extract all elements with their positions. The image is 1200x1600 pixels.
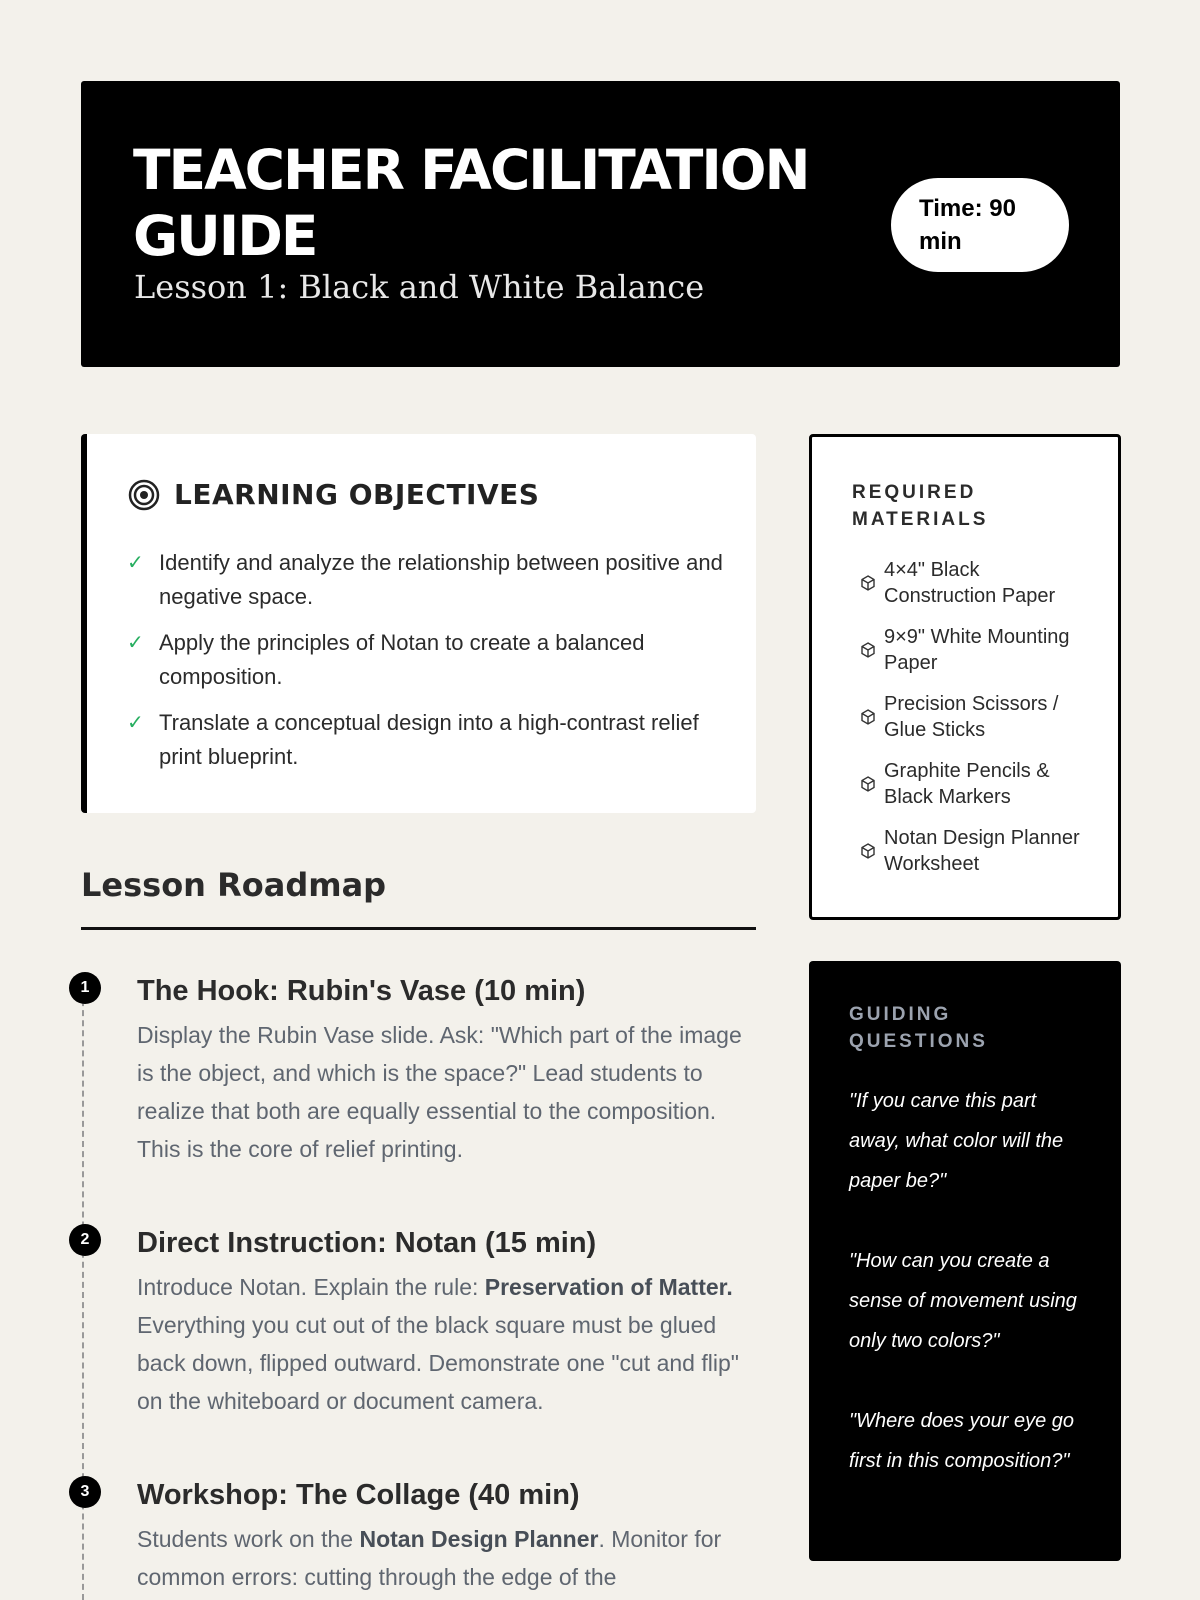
list-item [852,624,1092,676]
step-emphasis: Notan Design Planner [359,1526,599,1552]
material-text: 9×9" White Mounting Paper [884,626,1070,674]
list-item [127,706,727,774]
list-item [127,626,727,694]
objectives-heading: LEARNING OBJECTIVES [174,478,540,511]
questions-list [849,1081,1089,1521]
materials-heading: REQUIRED MATERIALS [852,482,989,530]
step-text: . Monitor for common errors: cutting through the edge of the [137,1526,722,1590]
cube-icon [852,775,884,793]
step-text: Everything you cut out of the black square must be glued back down, flipped outward. Demonstrate one "cut and flip" on the whiteboard or document camera. [137,1312,739,1414]
question-item: "Where does your eye go first in this composition?" [849,1410,1074,1472]
step-description [137,1520,757,1596]
step-text: Students work on the [137,1526,360,1552]
cube-icon [852,842,884,860]
step-description: Display the Rubin Vase slide. Ask: "Which part of the image is the object, and which is the space?" Lead students to realize that both are equally essential to the composition. This is the core of relief printing. [137,1022,742,1162]
step-number-badge: 1 [69,972,101,1004]
timeline-line [82,990,84,1600]
material-text: Precision Scissors / Glue Sticks [884,693,1059,741]
step-title: The Hook: Rubin's Vase (10 min) [137,975,586,1007]
question-item: "How can you create a sense of movement using only two colors?" [849,1250,1077,1352]
step-number-badge: 3 [69,1476,101,1508]
objective-text: Translate a conceptual design into a high-contrast relief print blueprint. [159,710,699,769]
learning-objectives-card [81,434,756,813]
roadmap-divider [81,927,756,930]
objective-text: Apply the principles of Notan to create a balanced composition. [159,630,645,689]
objectives-list [127,546,727,786]
list-item [127,546,727,614]
check-icon: ✓ [127,552,144,574]
check-icon: ✓ [127,712,144,734]
step-text: Introduce Notan. Explain the rule: [137,1274,485,1300]
list-item [852,825,1092,877]
page-title: TEACHER FACILITATION GUIDE [133,138,809,268]
step-number-badge: 2 [69,1224,101,1256]
list-item [852,691,1092,743]
roadmap-heading: Lesson Roadmap [81,866,387,904]
target-icon [128,479,160,511]
check-icon: ✓ [127,632,144,654]
objectives-header [128,478,539,511]
materials-list [852,557,1092,892]
step-title: Workshop: The Collage (40 min) [137,1479,580,1511]
list-item [852,758,1092,810]
lesson-subtitle: Lesson 1: Black and White Balance [134,268,705,306]
cube-icon [852,574,884,592]
material-text: Graphite Pencils & Black Markers [884,760,1050,808]
time-badge: Time: 90 min [891,178,1069,272]
objective-text: Identify and analyze the relationship between positive and negative space. [159,550,723,609]
step-emphasis: Preservation of Matter. [484,1274,733,1300]
cube-icon [852,641,884,659]
list-item [852,557,1092,609]
cube-icon [852,708,884,726]
material-text: 4×4" Black Construction Paper [884,559,1056,607]
question-item: "If you carve this part away, what color will the paper be?" [849,1090,1064,1192]
guiding-questions-card [809,961,1121,1561]
guiding-heading: GUIDING QUESTIONS [849,1004,988,1052]
materials-card [809,434,1121,920]
step-description [137,1268,757,1420]
header-banner [81,81,1120,367]
step-title: Direct Instruction: Notan (15 min) [137,1227,597,1259]
material-text: Notan Design Planner Worksheet [884,827,1080,875]
